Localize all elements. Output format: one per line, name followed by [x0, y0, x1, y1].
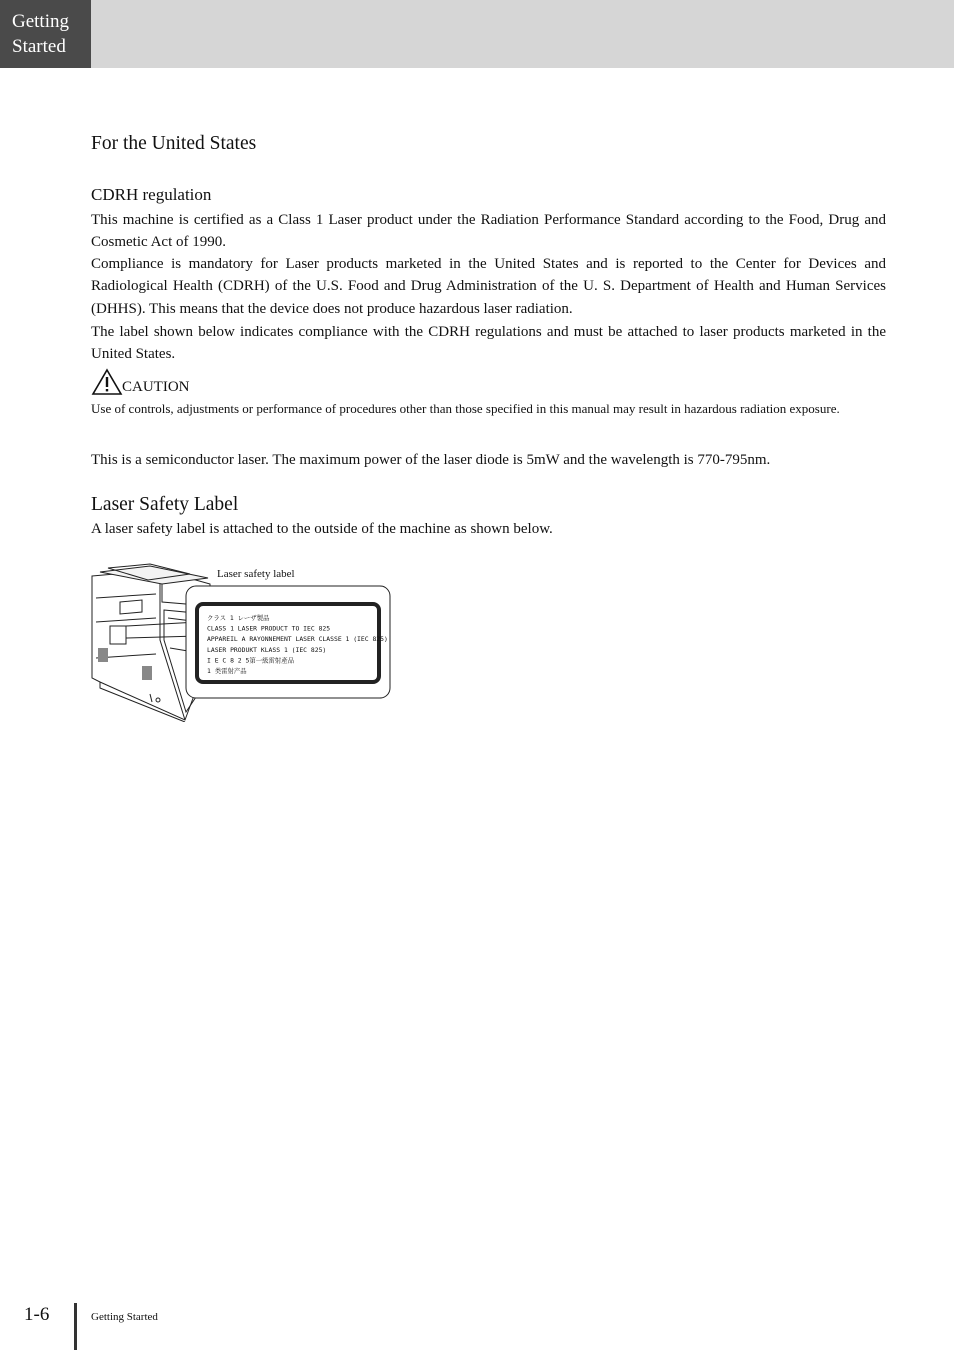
laser-label-line: APPAREIL A RAYONNEMENT LASER CLASSE 1 (IEC 825): [207, 635, 388, 644]
chapter-tab-line1: Getting: [12, 11, 69, 32]
header-bar: [0, 0, 954, 68]
laser-label-heading: Laser Safety Label: [91, 494, 239, 515]
chapter-tab-line2: Started: [12, 36, 66, 57]
laser-note: This is a semiconductor laser. The maximum power of the laser diode is 5mW and the wavelength is 770-795nm.: [91, 452, 771, 468]
laser-label-line: I E C 8 2 5第一級雷射產品: [207, 656, 295, 665]
figure-caption: Laser safety label: [217, 568, 295, 580]
footer-divider: [74, 1303, 77, 1350]
section-title: For the United States: [91, 133, 257, 154]
cdrh-paragraph-3: The label shown below indicates compliance with the CDRH regulations and must be attached to laser products marketed in the United States.: [91, 324, 886, 363]
laser-label-line: クラス 1 レーザ製品: [207, 614, 270, 622]
page-number: 1-6: [24, 1304, 50, 1325]
warning-triangle-icon: [91, 368, 123, 396]
cdrh-paragraph-2: Compliance is mandatory for Laser products marketed in the United States and is reported to the Center for Devices and Radiological Health (CDRH) of the U.S. Food and Drug Administration of the U. S. Department of Health and Human Services (DHHS). This means that the device does not produce hazardous laser radiation.: [91, 256, 886, 317]
footer-chapter-title: Getting Started: [91, 1311, 158, 1323]
cdrh-heading: CDRH regulation: [91, 185, 212, 204]
laser-label-line: CLASS 1 LASER PRODUCT TO IEC 825: [207, 624, 331, 633]
machine-figure: [90, 562, 392, 722]
chapter-tab: [0, 0, 91, 68]
laser-label-line: 1 类雷射产品: [207, 667, 247, 675]
caution-label: CAUTION: [122, 379, 190, 395]
laser-label-line: LASER PRODUKT KLASS 1 (IEC 825): [207, 645, 327, 654]
caution-text: Use of controls, adjustments or performance of procedures other than those specified in this manual may result in hazardous radiation exposure.: [91, 401, 840, 416]
laser-label-intro: A laser safety label is attached to the outside of the machine as shown below.: [91, 521, 553, 537]
cdrh-paragraph-1: This machine is certified as a Class 1 Laser product under the Radiation Performance Standard according to the Food, Drug and Cosmetic Act of 1990.: [91, 212, 886, 251]
